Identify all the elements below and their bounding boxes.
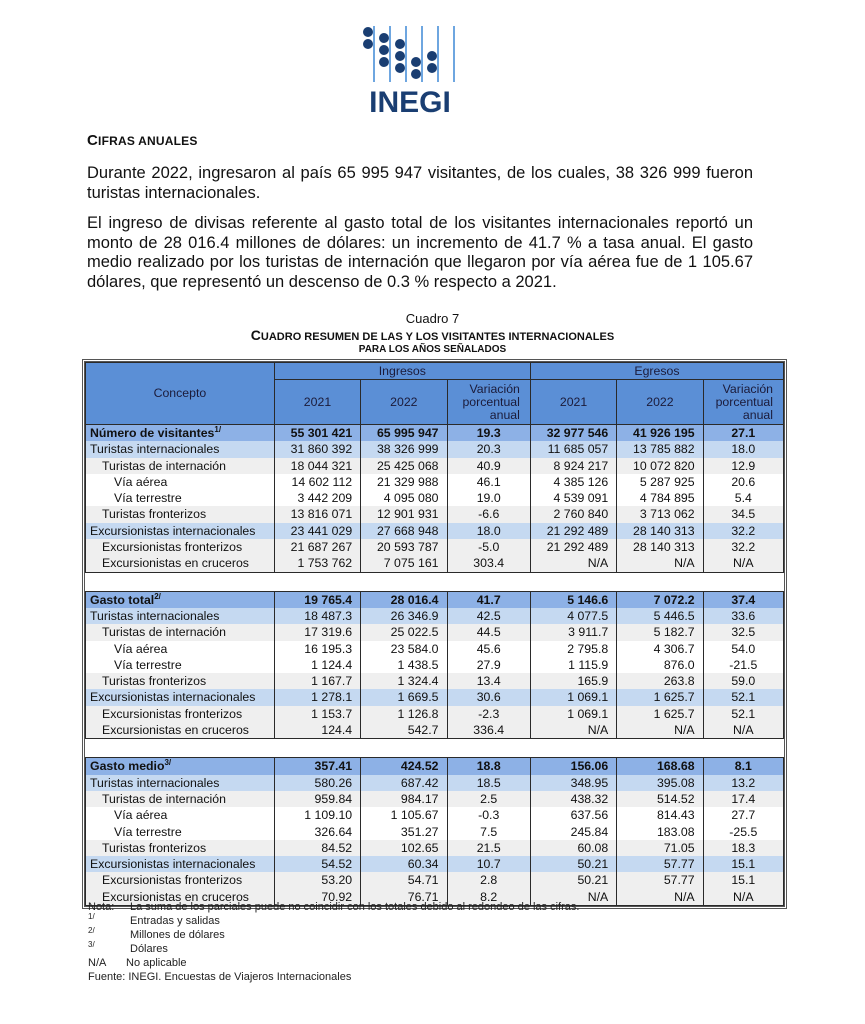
cell-value: 165.9 (530, 673, 616, 689)
cell-value: 4 095 080 (361, 490, 447, 506)
cell-value: 60.08 (530, 840, 616, 856)
cell-value: 263.8 (617, 673, 703, 689)
heading-rest: IFRAS ANUALES (98, 134, 198, 148)
source-row (88, 970, 579, 984)
table-row (86, 824, 784, 840)
row-label: Vía aérea (86, 807, 275, 823)
cell-value: 1 124.4 (274, 657, 360, 673)
table-title-initial: C (250, 327, 261, 343)
cell-value: 65 995 947 (361, 425, 447, 442)
table-row (86, 490, 784, 506)
cell-value: 7.5 (447, 824, 530, 840)
cell-value: 7 075 161 (361, 555, 447, 572)
cell-value: N/A (530, 555, 616, 572)
cell-value: 3 442 209 (274, 490, 360, 506)
cell-value: 31 860 392 (274, 441, 360, 457)
cell-value: 21 292 489 (530, 539, 616, 555)
row-label: Turistas internacionales (86, 608, 275, 624)
cell-value: 44.5 (447, 624, 530, 640)
cell-value: 102.65 (361, 840, 447, 856)
table-row (86, 441, 784, 457)
cell-value: 814.43 (617, 807, 703, 823)
source-text: Fuente: INEGI. Encuestas de Viajeros Internacionales (88, 971, 352, 983)
header-egresos-variacion: Variación porcentual anual (703, 380, 783, 425)
table-row (86, 624, 784, 640)
cell-value: 18.8 (447, 758, 530, 775)
cell-value: 395.08 (617, 775, 703, 791)
cell-value: 1 115.9 (530, 657, 616, 673)
header-ingresos-2021: 2021 (274, 380, 360, 425)
note-text: La suma de los parciales puede no coincidir con los totales debido al redondeo de las cifras. (130, 901, 580, 913)
cell-value: 5 287 925 (617, 474, 703, 490)
cell-value: 32.2 (703, 539, 783, 555)
cell-value: 16 195.3 (274, 641, 360, 657)
note-row (88, 914, 579, 928)
cell-value: N/A (617, 555, 703, 572)
table-row (86, 706, 784, 722)
cell-value: -2.3 (447, 706, 530, 722)
cell-value: 2 760 840 (530, 506, 616, 522)
table-row (86, 807, 784, 823)
cell-value: N/A (617, 889, 703, 906)
cell-value: 32 977 546 (530, 425, 616, 442)
cell-value: 1 438.5 (361, 657, 447, 673)
cell-value: 1 153.7 (274, 706, 360, 722)
header-concepto: Concepto (86, 363, 275, 425)
cell-value: -6.6 (447, 506, 530, 522)
cell-value: N/A (530, 889, 616, 906)
cell-value: 26 346.9 (361, 608, 447, 624)
header-ingresos-2022: 2022 (361, 380, 447, 425)
paragraph-spending: El ingreso de divisas referente al gasto total de los visitantes internacionales reportó un monto de 28 016.4 millones de dólares: un incremento de 41.7 % a tasa anual. El gasto medio realizado por los turistas de internación que llegaron por vía aérea fue de 1 105.67 dólares, que representó un descenso de 0.3 % respecto a 2021. (87, 214, 753, 291)
table-row (86, 506, 784, 522)
cell-value: 4 306.7 (617, 641, 703, 657)
cell-value: 687.42 (361, 775, 447, 791)
svg-text:INEGI: INEGI (369, 86, 451, 116)
cell-value: 13 816 071 (274, 506, 360, 522)
cell-value: -21.5 (703, 657, 783, 673)
cell-value: 21 329 988 (361, 474, 447, 490)
cell-value: 15.1 (703, 872, 783, 888)
cell-value: 10 072 820 (617, 458, 703, 474)
cell-value: 27 668 948 (361, 523, 447, 539)
cell-value: 25 022.5 (361, 624, 447, 640)
cell-value: 1 324.4 (361, 673, 447, 689)
cell-value: 424.52 (361, 758, 447, 775)
cell-value: 5 146.6 (530, 591, 616, 608)
cell-value: 25 425 068 (361, 458, 447, 474)
table-total-row (86, 425, 784, 442)
table-row (86, 872, 784, 888)
cell-value: 5 446.5 (617, 608, 703, 624)
cell-value: 2 795.8 (530, 641, 616, 657)
table-row (86, 722, 784, 739)
note-key: N/A (88, 957, 107, 969)
cell-value: 20.6 (703, 474, 783, 490)
cell-value: N/A (703, 889, 783, 906)
cell-value: 1 069.1 (530, 706, 616, 722)
row-label: Turistas de internación (86, 458, 275, 474)
cell-value: 8 924 217 (530, 458, 616, 474)
cell-value: 1 753 762 (274, 555, 360, 572)
table-row (86, 689, 784, 705)
cell-value: 17 319.6 (274, 624, 360, 640)
inegi-logo (360, 24, 460, 116)
note-row (88, 928, 579, 942)
cell-value: 351.27 (361, 824, 447, 840)
cell-value: 32.5 (703, 624, 783, 640)
cell-value: 12 901 931 (361, 506, 447, 522)
cell-value: 54.0 (703, 641, 783, 657)
cell-value: 30.6 (447, 689, 530, 705)
row-label: Turistas internacionales (86, 775, 275, 791)
cell-value: 11 685 057 (530, 441, 616, 457)
note-row (88, 900, 579, 914)
cell-value: 27.9 (447, 657, 530, 673)
cell-value: 14 602 112 (274, 474, 360, 490)
table-row (86, 608, 784, 624)
cell-value: N/A (703, 555, 783, 572)
cell-value: 336.4 (447, 722, 530, 739)
note-text: No aplicable (126, 957, 187, 969)
cell-value: 8.2 (447, 889, 530, 906)
cell-value: 33.6 (703, 608, 783, 624)
cell-value: 19.3 (447, 425, 530, 442)
cell-value: 3 911.7 (530, 624, 616, 640)
table-title (0, 327, 865, 343)
cell-value: 21.5 (447, 840, 530, 856)
cell-value: -5.0 (447, 539, 530, 555)
note-key: 2/ (88, 926, 95, 935)
row-label: Número de visitantes$^{1/}$ (86, 425, 275, 442)
row-label: Excursionistas en cruceros (86, 555, 275, 572)
table-title-rest: UADRO RESUMEN DE LAS Y LOS VISITANTES INTERNACIONALES (260, 331, 615, 343)
cell-value: 52.1 (703, 706, 783, 722)
row-label: Excursionistas fronterizos (86, 706, 275, 722)
cell-value: 18 044 321 (274, 458, 360, 474)
cell-value: 57.77 (617, 856, 703, 872)
cell-value: 18.5 (447, 775, 530, 791)
cell-value: 2.8 (447, 872, 530, 888)
cell-value: 76.71 (361, 889, 447, 906)
cell-value: 1 625.7 (617, 706, 703, 722)
cell-value: 4 784 895 (617, 490, 703, 506)
cell-value: 2.5 (447, 791, 530, 807)
row-label: Excursionistas internacionales (86, 689, 275, 705)
section-heading (87, 132, 198, 149)
cell-value: 12.9 (703, 458, 783, 474)
heading-initial: C (87, 132, 99, 149)
cell-value: 70.92 (274, 889, 360, 906)
cell-value: 60.34 (361, 856, 447, 872)
cell-value: 13.2 (703, 775, 783, 791)
cell-value: 959.84 (274, 791, 360, 807)
header-egresos-2021: 2021 (530, 380, 616, 425)
cell-value: 19.0 (447, 490, 530, 506)
cell-value: N/A (530, 722, 616, 739)
cell-value: 28 140 313 (617, 539, 703, 555)
cell-value: 580.26 (274, 775, 360, 791)
cell-value: 4 385 126 (530, 474, 616, 490)
cell-value: 21 687 267 (274, 539, 360, 555)
summary-table (82, 359, 787, 909)
cell-value: 41 926 195 (617, 425, 703, 442)
cell-value: 52.1 (703, 689, 783, 705)
table-row (86, 791, 784, 807)
cell-value: 13 785 882 (617, 441, 703, 457)
cell-value: 13.4 (447, 673, 530, 689)
cell-value: 54.71 (361, 872, 447, 888)
cell-value: 1 669.5 (361, 689, 447, 705)
cell-value: 514.52 (617, 791, 703, 807)
cell-value: 45.6 (447, 641, 530, 657)
cell-value: 59.0 (703, 673, 783, 689)
cell-value: 438.32 (530, 791, 616, 807)
row-label: Vía terrestre (86, 657, 275, 673)
cell-value: 124.4 (274, 722, 360, 739)
cell-value: 50.21 (530, 872, 616, 888)
cell-value: 57.77 (617, 872, 703, 888)
cell-value: 38 326 999 (361, 441, 447, 457)
cell-value: 50.21 (530, 856, 616, 872)
row-label: Turistas internacionales (86, 441, 275, 457)
cell-value: 18 487.3 (274, 608, 360, 624)
note-key: Nota: (88, 901, 115, 913)
cell-value: 42.5 (447, 608, 530, 624)
section-spacer (86, 739, 784, 758)
cell-value: -25.5 (703, 824, 783, 840)
cell-value: 10.7 (447, 856, 530, 872)
note-key: 3/ (88, 940, 95, 949)
cell-value: 1 069.1 (530, 689, 616, 705)
table-row (86, 539, 784, 555)
cell-value: N/A (703, 722, 783, 739)
cell-value: 168.68 (617, 758, 703, 775)
cell-value: 17.4 (703, 791, 783, 807)
row-label: Excursionistas fronterizos (86, 539, 275, 555)
row-label: Excursionistas en cruceros (86, 722, 275, 739)
row-label: Gasto medio$^{3/}$ (86, 758, 275, 775)
cell-value: N/A (617, 722, 703, 739)
cell-value: 245.84 (530, 824, 616, 840)
cell-value: 7 072.2 (617, 591, 703, 608)
cell-value: 32.2 (703, 523, 783, 539)
cell-value: 984.17 (361, 791, 447, 807)
row-label: Turistas fronterizos (86, 673, 275, 689)
cell-value: 348.95 (530, 775, 616, 791)
note-row (88, 942, 579, 956)
cell-value: 18.3 (703, 840, 783, 856)
cell-value: 15.1 (703, 856, 783, 872)
inegi-logo-icon (360, 24, 460, 116)
cell-value: 34.5 (703, 506, 783, 522)
table-row (86, 657, 784, 673)
cell-value: 156.06 (530, 758, 616, 775)
cell-value: 1 126.8 (361, 706, 447, 722)
cell-value: 46.1 (447, 474, 530, 490)
cell-value: 27.7 (703, 807, 783, 823)
cell-value: -0.3 (447, 807, 530, 823)
cell-value: 5 182.7 (617, 624, 703, 640)
note-row (88, 956, 579, 970)
cell-value: 1 109.10 (274, 807, 360, 823)
cell-value: 20.3 (447, 441, 530, 457)
cell-value: 303.4 (447, 555, 530, 572)
cell-value: 4 539 091 (530, 490, 616, 506)
cell-value: 357.41 (274, 758, 360, 775)
section-spacer (86, 572, 784, 591)
row-label: Turistas de internación (86, 624, 275, 640)
note-text: Millones de dólares (130, 929, 225, 941)
cell-value: 84.52 (274, 840, 360, 856)
cell-value: 40.9 (447, 458, 530, 474)
row-label: Vía terrestre (86, 824, 275, 840)
table-subtitle: PARA LOS AÑOS SEÑALADOS (358, 344, 507, 355)
table-notes (88, 900, 579, 984)
cell-value: 18.0 (703, 441, 783, 457)
cell-value: 876.0 (617, 657, 703, 673)
note-text: Entradas y salidas (130, 915, 220, 927)
table-row (86, 474, 784, 490)
cell-value: 1 105.67 (361, 807, 447, 823)
cell-value: 18.0 (447, 523, 530, 539)
cell-value: 21 292 489 (530, 523, 616, 539)
table-row (86, 555, 784, 572)
cell-value: 183.08 (617, 824, 703, 840)
paragraph-visitors: Durante 2022, ingresaron al país 65 995 947 visitantes, de los cuales, 38 326 999 fueron turistas internacionales. (87, 164, 753, 202)
row-label: Excursionistas fronterizos (86, 872, 275, 888)
row-label: Excursionistas en cruceros (86, 889, 275, 906)
cell-value: 1 167.7 (274, 673, 360, 689)
row-label: Excursionistas internacionales (86, 856, 275, 872)
cell-value: 23 584.0 (361, 641, 447, 657)
table-row (86, 641, 784, 657)
header-egresos: Egresos (530, 363, 783, 380)
note-key: 1/ (88, 912, 95, 921)
cell-value: 53.20 (274, 872, 360, 888)
cell-value: 19 765.4 (274, 591, 360, 608)
header-egresos-2022: 2022 (617, 380, 703, 425)
cell-value: 54.52 (274, 856, 360, 872)
row-label: Gasto total$^{2/}$ (86, 591, 275, 608)
cell-value: 1 278.1 (274, 689, 360, 705)
cell-value: 55 301 421 (274, 425, 360, 442)
row-label: Vía aérea (86, 474, 275, 490)
row-label: Turistas de internación (86, 791, 275, 807)
cell-value: 326.64 (274, 824, 360, 840)
cell-value: 28 016.4 (361, 591, 447, 608)
table-row (86, 840, 784, 856)
table-total-row (86, 591, 784, 608)
note-text: Dólares (130, 943, 168, 955)
cell-value: 4 077.5 (530, 608, 616, 624)
cell-value: 23 441 029 (274, 523, 360, 539)
cell-value: 1 625.7 (617, 689, 703, 705)
cell-value: 37.4 (703, 591, 783, 608)
table-row (86, 775, 784, 791)
cell-value: 41.7 (447, 591, 530, 608)
cell-value: 5.4 (703, 490, 783, 506)
cell-value: 3 713 062 (617, 506, 703, 522)
row-label: Vía terrestre (86, 490, 275, 506)
row-label: Turistas fronterizos (86, 840, 275, 856)
row-label: Turistas fronterizos (86, 506, 275, 522)
header-ingresos: Ingresos (274, 363, 530, 380)
table-number: Cuadro 7 (405, 311, 460, 326)
table-row (86, 523, 784, 539)
table-row (86, 856, 784, 872)
cell-value: 8.1 (703, 758, 783, 775)
table-row (86, 458, 784, 474)
header-ingresos-variacion: Variación porcentual anual (447, 380, 530, 425)
cell-value: 71.05 (617, 840, 703, 856)
cell-value: 28 140 313 (617, 523, 703, 539)
table-total-row (86, 758, 784, 775)
cell-value: 637.56 (530, 807, 616, 823)
cell-value: 20 593 787 (361, 539, 447, 555)
row-label: Vía aérea (86, 641, 275, 657)
cell-value: 27.1 (703, 425, 783, 442)
cell-value: 542.7 (361, 722, 447, 739)
table-row (86, 673, 784, 689)
row-label: Excursionistas internacionales (86, 523, 275, 539)
